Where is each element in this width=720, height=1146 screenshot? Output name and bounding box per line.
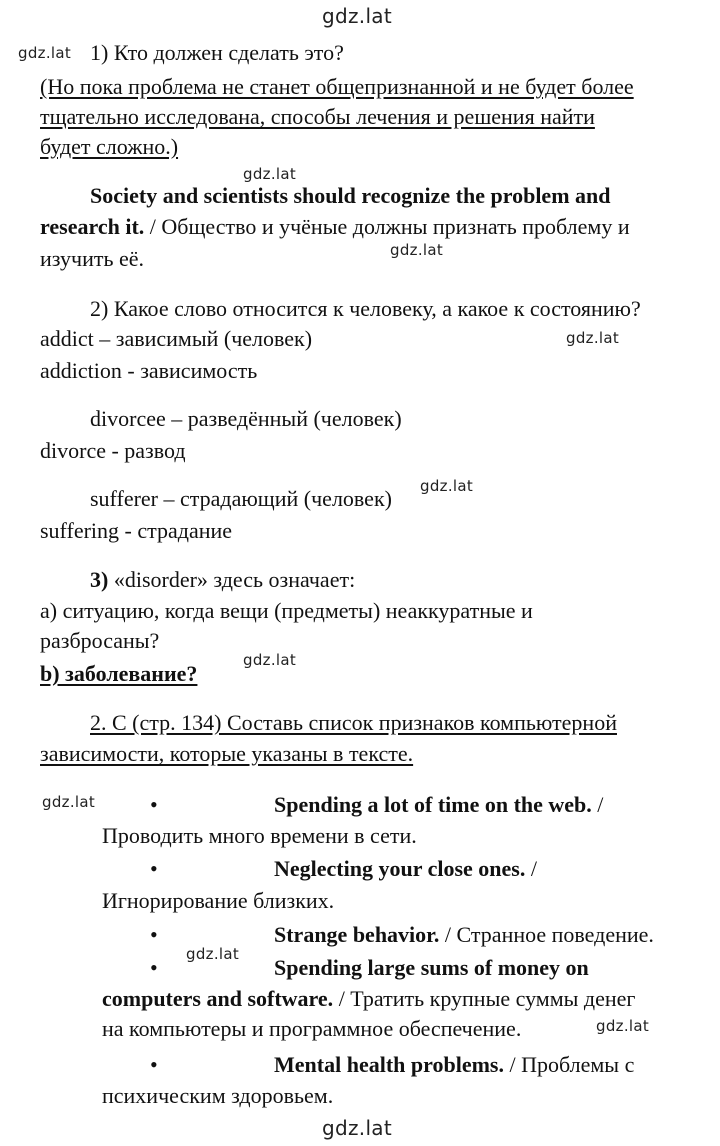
item-separator: / bbox=[525, 856, 537, 881]
list-item bbox=[102, 986, 635, 1012]
q3-option-a: разбросаны? bbox=[40, 628, 160, 653]
q1-answer-line bbox=[40, 214, 630, 240]
list-item bbox=[274, 922, 654, 948]
bullet-icon: • bbox=[150, 792, 158, 817]
q2-state-word: addiction - зависимость bbox=[40, 358, 258, 383]
item-translation: на компьютеры и программное обеспечение. bbox=[102, 1016, 522, 1041]
item-translation: Игнорирование близких. bbox=[102, 888, 335, 913]
item-english: Strange behavior. bbox=[274, 922, 440, 947]
item-english: Spending a lot of time on the web. bbox=[274, 792, 592, 817]
task2-heading: 2. C (стр. 134) Составь список признаков компьютерной bbox=[90, 710, 617, 735]
bullet-icon: • bbox=[150, 1052, 158, 1077]
watermark: gdz.lat bbox=[566, 329, 620, 347]
item-translation: / Проблемы с bbox=[503, 1052, 635, 1077]
item-separator: / bbox=[591, 792, 604, 817]
item-english: Mental health problems. bbox=[274, 1052, 504, 1077]
q1-note-line: тщательно исследована, способы лечения и решения найти bbox=[40, 104, 595, 129]
q2-person-word: sufferer – страдающий (человек) bbox=[90, 486, 392, 511]
item-translation: психическим здоровьем. bbox=[102, 1083, 334, 1108]
q3-option-a: a) ситуацию, когда вещи (предметы) неаккуратные и bbox=[40, 598, 533, 623]
watermark: gdz.lat bbox=[18, 44, 72, 62]
q2-question: 2) Какое слово относится к человеку, а какое к состоянию? bbox=[90, 296, 641, 321]
watermark: gdz.lat bbox=[596, 1017, 650, 1035]
q3-option-b: b) заболевание? bbox=[40, 661, 198, 686]
watermark-top: gdz.lat bbox=[322, 4, 393, 28]
q1-answer-line: изучить её. bbox=[40, 246, 145, 271]
bullet-icon: • bbox=[150, 856, 158, 881]
item-english: Spending large sums of money on bbox=[274, 955, 589, 980]
item-translation: / Странное поведение. bbox=[439, 922, 654, 947]
q1-answer-bold: research it. bbox=[40, 214, 145, 239]
watermark: gdz.lat bbox=[420, 477, 474, 495]
q3-question-text: «disorder» здесь означает: bbox=[108, 567, 356, 592]
watermark-bottom: gdz.lat bbox=[322, 1116, 393, 1140]
q2-person-word: addict – зависимый (человек) bbox=[40, 326, 313, 351]
watermark: gdz.lat bbox=[243, 165, 297, 183]
q1-note-line: (Но пока проблема не станет общепризнанной и не будет более bbox=[40, 74, 634, 99]
item-translation: Проводить много времени в сети. bbox=[102, 823, 417, 848]
q2-state-word: divorce - развод bbox=[40, 438, 186, 463]
bullet-icon: • bbox=[150, 922, 158, 947]
q2-state-word: suffering - страдание bbox=[40, 518, 233, 543]
task2-heading: зависимости, которые указаны в тексте. bbox=[40, 741, 414, 766]
q1-answer-translation: / Общество и учёные должны признать проблему и bbox=[144, 214, 630, 239]
watermark: gdz.lat bbox=[42, 793, 96, 811]
watermark: gdz.lat bbox=[390, 241, 444, 259]
q3-question bbox=[90, 567, 355, 593]
watermark: gdz.lat bbox=[243, 651, 297, 669]
item-translation: / Тратить крупные суммы денег bbox=[333, 986, 636, 1011]
list-item bbox=[274, 856, 537, 882]
q3-number: 3) bbox=[90, 567, 109, 592]
q1-note-line: будет сложно.) bbox=[40, 134, 179, 159]
list-item bbox=[274, 1052, 634, 1078]
q2-person-word: divorcee – разведённый (человек) bbox=[90, 406, 402, 431]
q1-question: 1) Кто должен сделать это? bbox=[90, 40, 344, 65]
item-english: Neglecting your close ones. bbox=[274, 856, 526, 881]
watermark: gdz.lat bbox=[186, 945, 240, 963]
item-english: computers and software. bbox=[102, 986, 334, 1011]
bullet-icon: • bbox=[150, 955, 158, 980]
q1-answer-line: Society and scientists should recognize the problem and bbox=[90, 183, 611, 208]
list-item bbox=[274, 792, 603, 818]
